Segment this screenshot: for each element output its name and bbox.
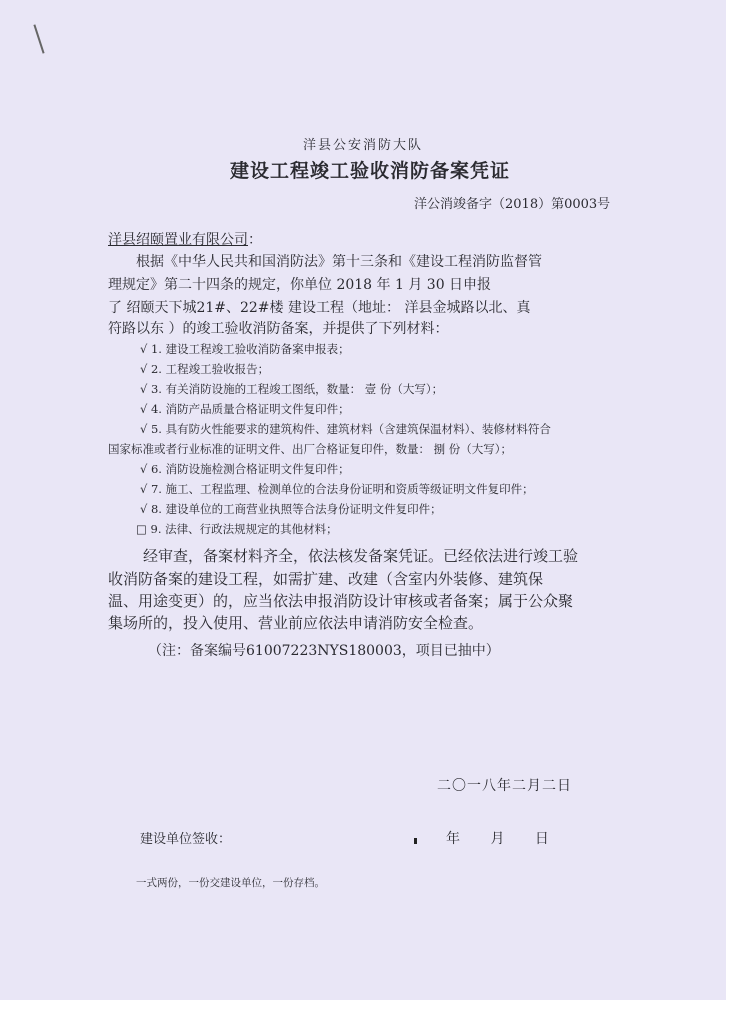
conclusion-line: 集场所的，投入使用、营业前应依法申请消防安全检查。 [108,614,484,632]
issuer: 洋县公安消防大队 [302,138,423,153]
body-line: 了 绍颐天下城21#、22#楼 建设工程（地址： 洋县金城路以北、真 [108,300,531,316]
footer-note: 一式两份，一份交建设单位，一份存档。 [136,877,325,889]
sign-label: 建设单位签收： [140,832,232,847]
body-line: 根据《中华人民共和国消防法》第十三条和《建设工程消防监督管 [136,254,542,270]
document-number: 洋公消竣备字（2018）第0003号 [414,197,611,212]
material-item: √ 1. 建设工程竣工验收消防备案申报表； [140,342,350,356]
material-item: √ 4. 消防产品质量合格证明文件复印件； [140,402,350,416]
body-line: 理规定》第二十四条的规定，你单位 2018 年 1 月 30 日申报 [108,277,492,293]
issue-date: 二〇一八年二月二日 [437,778,572,794]
scan-mark [33,24,44,53]
recipient-name: 洋县绍颐置业有限公司 [108,232,248,248]
material-item: √ 7. 施工、工程监理、检测单位的合法身份证明和资质等级证明文件复印件； [140,482,534,496]
recipient [108,229,262,249]
material-item: √ 5. 具有防火性能要求的建筑构件、建筑材料（含建筑保温材料）、装修材料符合 [140,422,551,436]
recipient-suffix: ： [248,232,262,248]
material-item: □ 9. 法律、行政法规规定的其他材料； [136,522,338,536]
conclusion-line: 温、用途变更）的，应当依法申报消防设计审核或者备案；属于公众聚 [108,592,574,610]
ink-dot [414,838,417,844]
document-title: 建设工程竣工验收消防备案凭证 [229,160,510,182]
material-item: √ 3. 有关消防设施的工程竣工图纸，数量： 壹 份（大写）； [140,382,444,396]
material-item: √ 6. 消防设施检测合格证明文件复印件； [140,462,350,476]
material-item: √ 8. 建设单位的工商营业执照等合法身份证明文件复印件； [140,502,442,516]
body-line: 符路以东 ）的竣工验收消防备案，并提供了下列材料： [108,321,449,337]
material-item: √ 2. 工程竣工验收报告； [140,362,270,376]
note: （注：备案编号61007223NYS180003，项目已抽中） [148,643,500,659]
conclusion-line: 收消防备案的建设工程，如需扩建、改建（含室内外装修、建筑保 [108,570,544,588]
material-item: 国家标准或者行业标准的证明文件、出厂合格证复印件，数量： 捌 份（大写）； [108,442,513,456]
conclusion-line: 经审查，备案材料齐全，依法核发备案凭证。已经依法进行竣工验 [143,547,579,565]
sign-date: 年 月 日 [446,831,549,847]
